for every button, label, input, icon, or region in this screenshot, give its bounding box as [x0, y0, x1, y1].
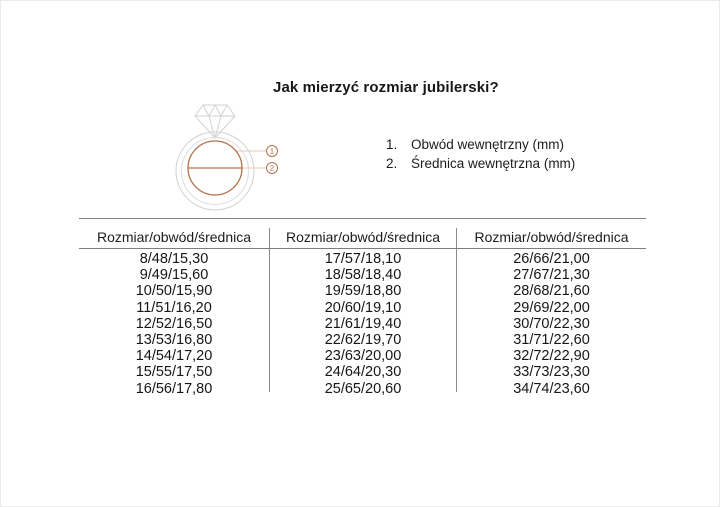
table-header-col3: Rozmiar/obwód/średnica	[474, 229, 629, 245]
table-cell: 20/60/19,10	[324, 299, 402, 316]
table-cell: 13/53/16,80	[135, 332, 213, 349]
legend-item-2	[386, 154, 575, 173]
table-cell: 24/64/20,30	[324, 364, 402, 381]
table-cell: 26/66/21,00	[513, 251, 590, 267]
legend-item-2-label: Średnica wewnętrzna (mm)	[411, 156, 576, 171]
measurement-legend	[386, 135, 575, 173]
legend-item-1	[386, 135, 575, 154]
table-cell: 21/61/19,40	[324, 315, 402, 332]
diamond-icon	[195, 105, 235, 138]
table-header-col2: Rozmiar/obwód/średnica	[285, 229, 441, 245]
legend-item-2-number: 2.	[386, 156, 398, 171]
callout-1-icon	[267, 146, 278, 157]
table-cell: 29/69/22,00	[513, 299, 590, 316]
table-column-3	[457, 251, 646, 397]
table-cell: 18/58/18,40	[324, 267, 402, 284]
table-cell: 32/72/22,90	[513, 348, 590, 365]
page-title: Jak mierzyć rozmiar jubilerski?	[273, 79, 499, 96]
table-header-rule	[79, 248, 646, 249]
table-cell: 9/49/15,60	[139, 267, 209, 284]
table-cell: 34/74/23,60	[513, 380, 590, 397]
table-cell: 31/71/22,60	[513, 332, 590, 349]
table-cell: 8/48/15,30	[139, 251, 209, 267]
table-cell: 25/65/20,60	[324, 380, 402, 397]
table-cell: 16/56/17,80	[135, 380, 213, 397]
table-top-rule	[79, 218, 646, 219]
table-header-col1: Rozmiar/obwód/średnica	[96, 229, 252, 245]
table-column-1	[79, 251, 269, 397]
table-cell: 19/59/18,80	[324, 283, 402, 300]
ring-diagram	[151, 96, 296, 236]
table-cell: 30/70/22,30	[513, 315, 590, 332]
measurement-marks	[188, 141, 242, 195]
table-cell: 10/50/15,90	[135, 283, 213, 300]
callout-1-number: 1	[269, 146, 275, 156]
table-column-2	[270, 251, 456, 397]
table-cell: 28/68/21,60	[513, 283, 590, 300]
table-cell: 11/51/16,20	[136, 299, 212, 316]
callout-2-icon	[267, 163, 278, 174]
table-cell: 27/67/21,30	[513, 267, 590, 284]
table-cell: 23/63/20,00	[324, 348, 402, 365]
table-cell: 12/52/16,50	[135, 315, 213, 332]
table-cell: 15/55/17,50	[135, 364, 213, 381]
callout-2-number: 2	[269, 163, 275, 173]
table-cell: 14/54/17,20	[135, 348, 213, 365]
legend-item-1-number: 1.	[386, 137, 398, 152]
legend-item-1-label: Obwód wewnętrzny (mm)	[411, 137, 565, 152]
table-cell: 22/62/19,70	[324, 332, 402, 349]
table-cell: 33/73/23,30	[513, 364, 590, 381]
table-cell: 17/57/18,10	[324, 251, 402, 267]
